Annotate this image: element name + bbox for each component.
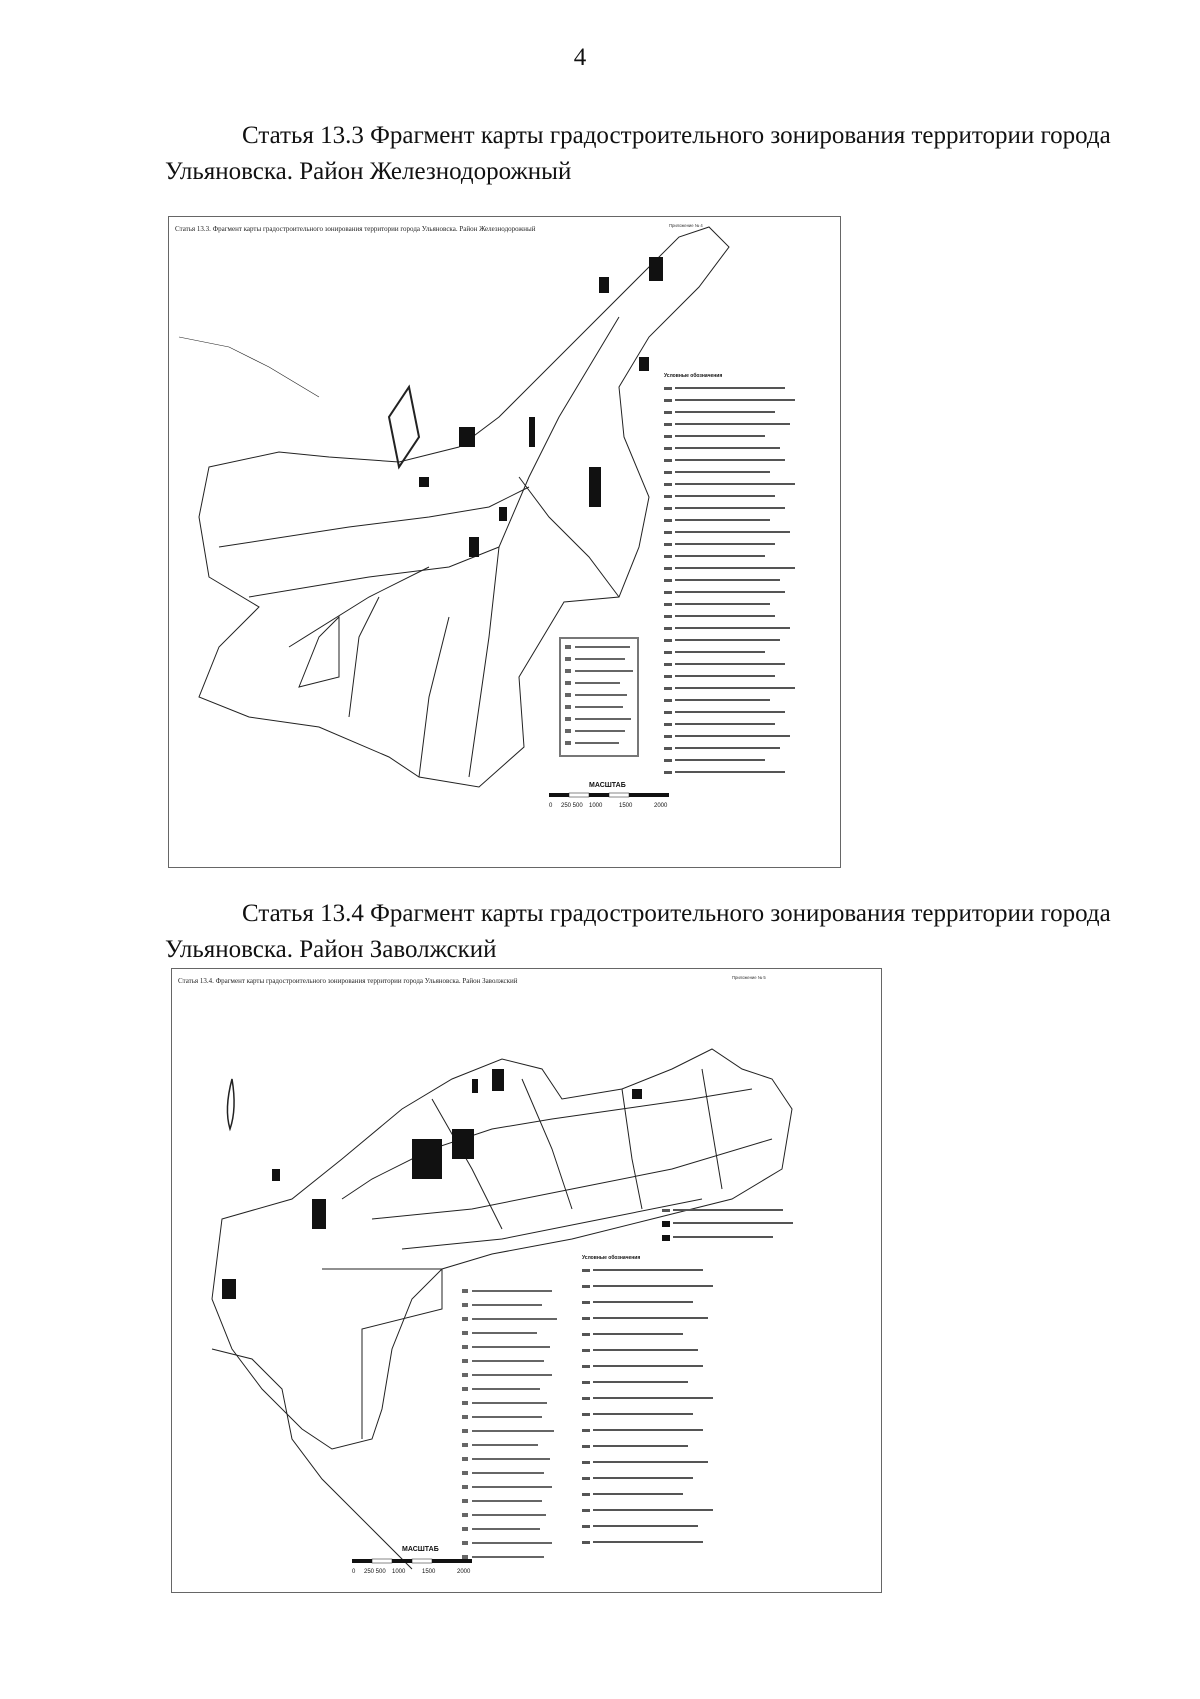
scale-tick: 0 [352,1569,356,1575]
map-title: Статья 13.3. Фрагмент карты градостроительного зонирования территории города Ульяновска. Район Железнодорожный [175,225,536,233]
page-number: 4 [573,44,587,71]
map-scale-bar [549,782,669,809]
map-drawing [172,969,881,1592]
zoning-map-zheleznodorozhny [168,216,841,868]
legend-title: Условные обозначения [664,373,723,379]
annex-note: Приложение № 4 [669,223,703,228]
scale-title: МАСШТАБ [402,1546,439,1553]
section-heading-zheleznodorozhny: Статья 13.3 Фрагмент карты градостроительного зонирования территории города Ульяновска. Район Железнодорожный [165,122,1111,185]
map-legend [559,372,795,774]
zoning-map-zavolzhsky [171,968,882,1593]
map-drawing [169,217,840,867]
legend-title: Условные обозначения [582,1255,641,1261]
section-heading-zavolzhsky: Статья 13.4 Фрагмент карты градостроительного зонирования территории города Ульяновска. Район Заволжский [165,900,1111,963]
scale-tick: 250 500 [364,1569,386,1575]
map-territory [212,1049,792,1569]
map-title: Статья 13.4. Фрагмент карты градостроительного зонирования территории города Ульяновска. Район Заволжский [178,977,518,985]
scale-tick: 1000 [392,1569,406,1575]
scale-title: МАСШТАБ [589,782,626,789]
scale-tick: 2000 [457,1569,471,1575]
scale-tick: 2000 [654,803,668,809]
scale-tick: 1500 [422,1569,436,1575]
map-dark-zones [419,257,663,557]
map-territory [179,227,729,787]
scale-tick: 1500 [619,803,633,809]
scale-tick: 1000 [589,803,603,809]
map-scale-bar [352,1546,472,1575]
annex-note: Приложение № 5 [732,975,766,980]
scale-tick: 250 500 [561,803,583,809]
scale-tick: 0 [549,803,553,809]
map-dark-zones [222,1069,642,1299]
map-legend [462,1209,793,1559]
